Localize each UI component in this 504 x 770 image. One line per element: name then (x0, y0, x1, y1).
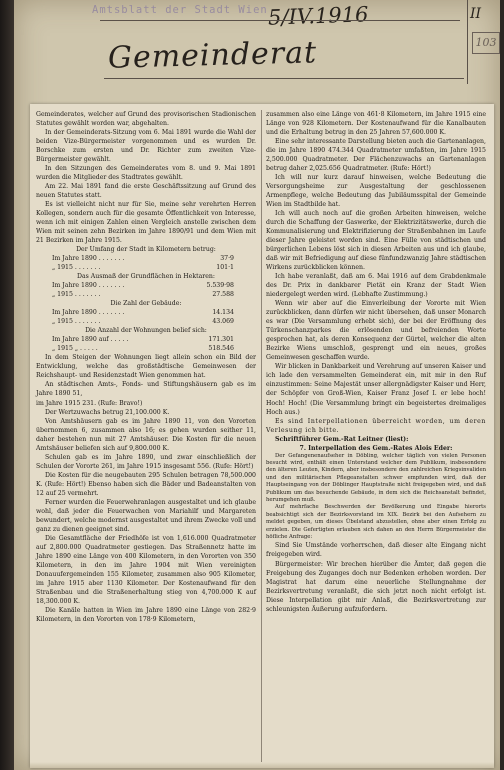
statistics-row (36, 308, 256, 317)
statistics-value: 171.301 (208, 336, 234, 344)
article-paragraph: Ferner wurden die Feuerwehranlagen ausgestaltet und ich glaube wohl, daß jeder die Feuerwachen von Mariahilf und Margareten bewundert, welche modernst ausgestaltet und ihrem Zwecke voll und ganz zu dienen geeignet sind. (36, 498, 256, 533)
statistics-value: 27.588 (212, 291, 234, 299)
statistics-row (36, 317, 256, 326)
title-rule (104, 78, 464, 79)
article-paragraph: Am 22. Mai 1891 fand die erste Geschäftssitzung auf Grund des neuen Statutes statt. (36, 183, 256, 200)
statistics-value: 5.539·98 (206, 282, 234, 290)
statistics-value: 14.134 (212, 309, 234, 317)
statistics-row (36, 335, 256, 344)
article-paragraph: Die Zahl der Gebäude: (110, 300, 182, 308)
article-paragraph: Ich will auch noch auf die großen Arbeiten hinweisen, welche durch die Schaffung der Gaswerke, der Elektrizitätswerke, durch die Kommunalisierung und Elektrifizierung der Straßenbahnen im Laufe dieser Jahre geleistet worden sind. Eine Fülle von städtischen und bürgerlichen Lebens löst sich in diesen Arbeiten aus und ich glaube, daß wir mit Befriedigung auf diese fünfundzwanzig Jahre städtischen Wirkens zurückblicken können. (266, 210, 486, 272)
statistics-row (36, 290, 256, 299)
statistics-label: „ 1915 „ . . . . . (52, 345, 98, 353)
right-column (266, 110, 486, 614)
sheet-number: II (470, 6, 482, 22)
article-paragraph: Wenn wir aber auf die Einverleibung der Vororte mit Wien zurückblicken, dann dürfen wir nicht übersehen, daß unser Monarch es war (Die Versammlung erhebt sich), der bei der Eröffnung des Türkenschanzparkes die erlösenden und befreienden Worte gesprochen hat, als deren Konsequenz der Gürtel, welcher die alten Bezirke Wiens umschloß, gesprengt und ein neues, großes Gemeinwesen geschaffen wurde. (266, 300, 486, 362)
article-paragraph: Der Wertzuwachs betrug 21,100.000 K. (45, 408, 170, 416)
article-paragraph: Die Gesamtfläche der Friedhöfe ist von 1,616.000 Quadratmeter auf 2,800.000 Quadratmeter gestiegen. Das Straßennetz hatte im Jahre 1890 eine Länge von 400 Kilometern, in den Vororten von 350 Kilometern, in den im Jahre 1904 mit Wien vereinigten Donauufergemeinden 155 Kilometer, zusammen also 905 Kilometer, im Jahre 1915 aber 1130 Kilometer. Der Kostenaufwand für den Straßenbau und die Straßenerhaltung stieg von 4,700.000 K auf 18,300.000 K. (36, 534, 256, 605)
statistics-row (36, 281, 256, 290)
statistics-label: „ 1915 . . . . . . . (52, 291, 101, 299)
top-rule (100, 20, 460, 21)
scanner-edge (0, 0, 14, 770)
torn-edge (30, 762, 494, 768)
article-paragraph: Ich habe veranlaßt, daß am 6. Mai 1916 auf dem Grabdenkmale des Dr. Prix in dankbarer Pietät ein Kranz der Stadt Wien niedergelegt werden wird. (Lebhafte Zustimmung.) (266, 273, 486, 299)
article-paragraph: In der Gemeinderats-Sitzung vom 6. Mai 1891 wurde die Wahl der beiden Vize-Bürgermeister vorgenommen und es wurden Dr. Borschke zum ersten und Dr. Richter zum zweiten Vize-Bürgermeister gewählt. (36, 129, 256, 164)
article-paragraph: 7. Interpellation des Gem.-Rates Alois Eder: (299, 444, 453, 452)
article-paragraph: Bürgermeister: Wir brechen hierüber die Ämter, daß gegen die Freigebung des Zuganges doch nur Bedenken erhoben worden. Der Magistrat hat darum eine neuerliche Stellungnahme der Bezirksvertretung veranlaßt, die sich jetzt noch nicht erfolgt ist. Diese Interpellation gibt mir Anlaß, die Bezirksvertretung zur schleunigsten Äußerung aufzufordern. (266, 560, 486, 613)
article-paragraph: Es ist vielleicht nicht nur für Sie, meine sehr verehrten Herren Kollegen, sondern auch für die gesamte Öffentlichkeit von Interesse, wenn ich mit einigen Zahlen einen Vergleich anstelle zwischen dem Wien mit seinen zehn Bezirken im Jahre 1890/91 und dem Wien mit 21 Bezirken im Jahre 1915. (36, 201, 256, 245)
newspaper-clipping (30, 104, 494, 768)
statistics-value: 37·9 (220, 255, 234, 263)
handwritten-date: 5/IV.1916 (267, 2, 369, 30)
statistics-label: Im Jahre 1890 . . . . . . . (52, 282, 125, 290)
statistics-label: „ 1915 . . . . . . . (52, 318, 101, 326)
left-column (36, 110, 256, 624)
article-paragraph: In den Sitzungen des Gemeinderates vom 8. und 9. Mai 1891 wurden die Mitglieder des Stadtrates gewählt. (36, 165, 256, 182)
article-paragraph: Eine sehr interessante Darstellung bieten auch die Gartenanlagen, die im Jahre 1890 474.344 Quadratmeter umfaßten, im Jahre 1915 2,500.000 Quadratmeter. Der Flächenzuwachs an Gartenanlagen betrug daher 2,025.656 Quadratmeter. (Rufe: Hört!) (266, 138, 486, 173)
statistics-row (36, 254, 256, 263)
handwritten-title: Gemeinderat (107, 35, 318, 76)
article-paragraph: In dem Steigen der Wohnungen liegt allein schon ein Bild der Entwicklung, welche das großstädtische Gemeinwesen der Reichshaupt- und Residenzstadt Wien genommen hat. (36, 354, 256, 380)
article-paragraph: Schriftführer Gem.-Rat Leitner (liest): (275, 435, 409, 443)
statistics-label: Im Jahre 1890 auf . . . . . (52, 336, 129, 344)
statistics-row (36, 263, 256, 272)
article-paragraph: zusammen also eine Länge von 461·8 Kilometern, im Jahre 1915 eine Länge von 928 Kilometern. Der Kostenaufwand für die Kanalbauten und die Erhaltung betrug in den 25 Jahren 57,600.000 K. (266, 111, 486, 137)
statistics-label: Im Jahre 1890 . . . . . . . (52, 309, 125, 317)
article-paragraph: im Jahre 1915 231. (Rufe: Bravo!) (36, 399, 143, 407)
article-paragraph: An städtischen Amts-, Fonds- und Stiftungshäusern gab es im Jahre 1890 51, (36, 381, 256, 398)
article-paragraph: Ich will nur kurz darauf hinweisen, welche Bedeutung die Versorgungsheime zur Ausgestaltung der geschlossenen Armenpflege, welche Bedeutung das Jubiläumsspital der Gemeinde Wien im Stadtbilde hat. (266, 174, 486, 209)
box-number: 103 (472, 32, 500, 54)
article-paragraph: Von Amtshäusern gab es im Jahre 1890 11, von den Vororten übernommen 6, zusammen also 16; es gehen wurden seither 11, daher bestehen nun mit 27 Amtshäuser. Die Kosten für die neuen Amtshäuser beliefen sich auf 9,800.000 K. (36, 417, 256, 452)
column-rule (261, 110, 262, 762)
archive-stamp: Amtsblatt der Stadt Wien (92, 4, 268, 16)
article-paragraph: Sind Sie Umstände vorherrschen, daß dieser alte Eingang nicht freigegeben wird. (266, 542, 486, 559)
article-paragraph: Wir blicken in Dankbarkeit und Verehrung auf unseren Kaiser und ich lade den versammelten Gemeinderat ein, mit mir in den Ruf einzustimmen: Seine Majestät unser allergnädigster Kaiser und Herr, der Schöpfer von Groß-Wien, Kaiser Franz Josef I. er lebe hoch! Hoch! Hoch! (Die Versammlung bringt ein begeistertes dreimaliges Hoch aus.) (266, 363, 486, 416)
statistics-label: Im Jahre 1890 . . . . . . . (52, 255, 125, 263)
statistics-value: 101·1 (216, 264, 234, 272)
statistics-label: „ 1915 . . . . . . . (52, 264, 101, 272)
article-paragraph: Es sind Interpellationen überreicht worden, um deren Verlesung ich bitte. (266, 417, 486, 434)
statistics-value: 518.546 (208, 345, 234, 353)
statistics-value: 43.069 (212, 318, 234, 326)
article-paragraph: Der Umfang der Stadt in Kilometern betrug: (76, 246, 216, 254)
article-paragraph: Auf mehrfache Beschwerden der Bevölkerung und Eingabe hierorts beabsichtigt sich der Bezirksvorstand im XIX. Bezirk bei den Aufsehern zu meldet gegeben, um dieses Übelstand abzustellen, ohne aber einen Erfolg zu erzielen. Die Gefertigten erlauben sich dahen an den Herrn Bürgermeister die höfliche Anfrage: (266, 504, 486, 541)
article-paragraph: Das Ausmaß der Grundflächen in Hektaren: (77, 273, 215, 281)
article-paragraph: Gemeinderates, welcher auf Grund des provisorischen Stadionischen Statutes gewählt worden war, abgehalten. (36, 111, 256, 128)
article-paragraph: Die Anzahl der Wohnungen belief sich: (85, 327, 207, 335)
article-paragraph: Die Kosten für die neugebauten 295 Schulen betragen 78,500.000 K. (Rufe: Hört!) Ebenso haben sich die Bäder und Badeanstalten von 12 auf 25 vermehrt. (36, 471, 256, 497)
article-paragraph: Der Gefangenenaufseher in Döbling, welcher täglich von vielen Personen besucht wird, enthält einen Unterstand welcher dem Publikum, insbesondere den älteren Leuten, Kindern, aber insbesondere den zahlreichen Kriegsinvaliden und den militärischen Pflegeanstalten schwer empfunden wird, daß der Hauptseingang von der Döblinger Hauptstraße nicht freigegeben wird, und daß Publikum um das besuchende Gebäude, in dem sich die Reichsanstalt befindet, herumgehen muß. (266, 452, 486, 504)
margin-rule (467, 0, 468, 84)
article-paragraph: Die Kanäle hatten in Wien im Jahre 1890 eine Länge von 282·9 Kilometern, in den Vororten von 178·9 Kilometern, (36, 606, 256, 623)
article-paragraph: Schulen gab es im Jahre 1890, und zwar einschließlich der Schulen der Vororte 261, im Jahre 1915 insgesamt 556. (Rufe: Hört!) (36, 453, 256, 470)
statistics-row (36, 344, 256, 353)
